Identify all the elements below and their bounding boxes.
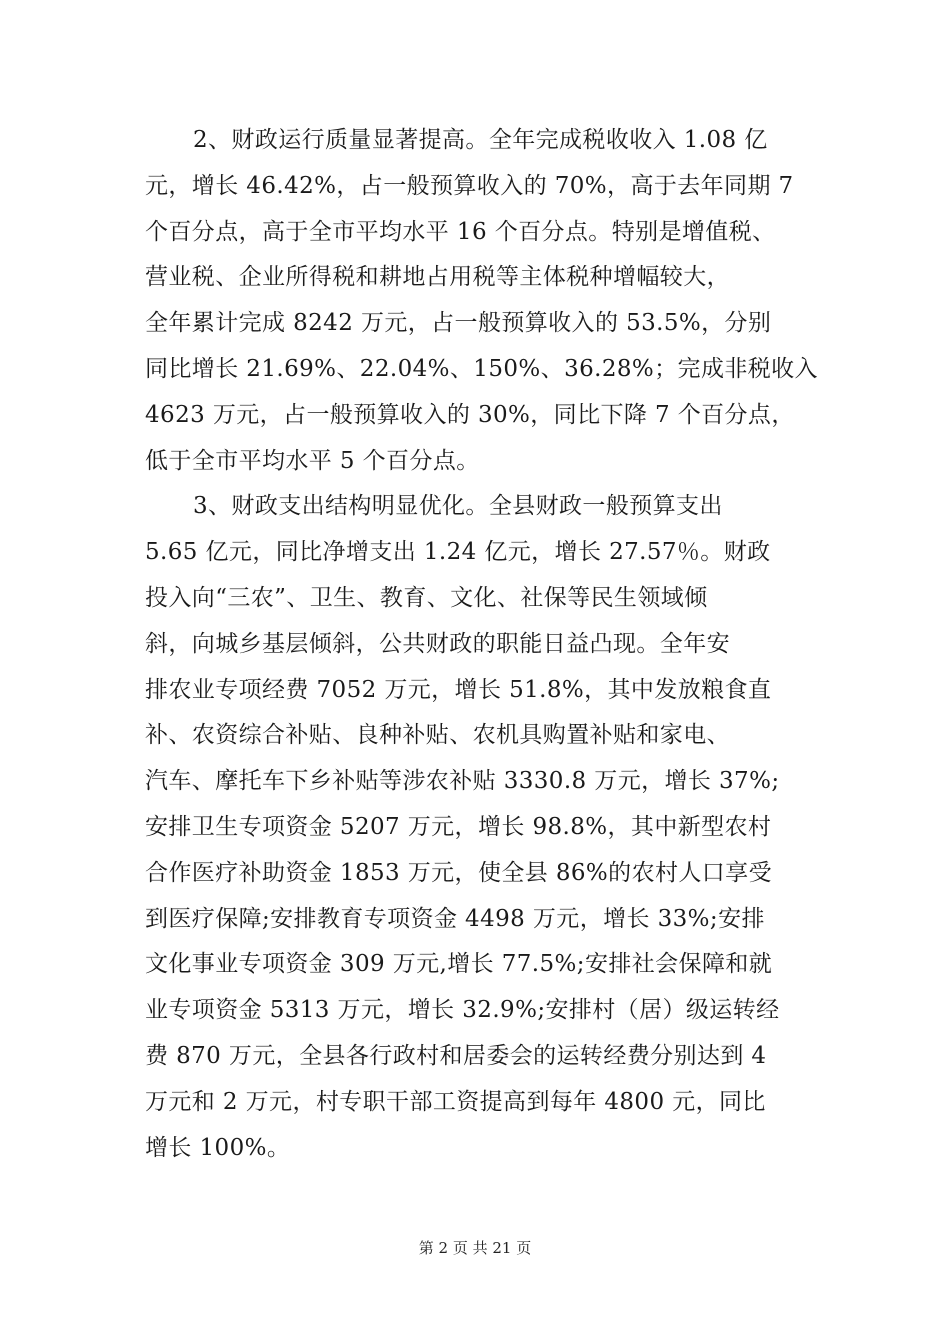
paragraph-2-line: 个百分点，高于全市平均水平 16 个百分点。特别是增值税、 xyxy=(145,218,776,245)
paragraph-3-line: 汽车、摩托车下乡补贴等涉农补贴 3330.8 万元，增长 37%; xyxy=(145,768,780,795)
paragraph-3-line: 补、农资综合补贴、良种补贴、农机具购置补贴和家电、 xyxy=(145,722,730,749)
paragraph-3-line: 费 870 万元，全县各行政村和居委会的运转经费分别达到 4 xyxy=(145,1042,767,1069)
paragraph-2-line: 同比增长 21.69%、22.04%、150%、36.28%；完成非税收入 xyxy=(145,355,818,382)
paragraph-3-line: 增长 100%。 xyxy=(145,1134,291,1161)
paragraph-3-line: 5.65 亿元，同比净增支出 1.24 亿元，增长 27.57％。财政 xyxy=(145,539,771,566)
paragraph-3-line: 文化事业专项资金 309 万元,增长 77.5%;安排社会保障和就 xyxy=(145,951,773,978)
paragraph-3-line: 安排卫生专项资金 5207 万元，增长 98.8%，其中新型农村 xyxy=(145,813,772,840)
paragraph-3-line: 3、财政支出结构明显优化。全县财政一般预算支出 xyxy=(193,493,723,520)
paragraph-3-line: 到医疗保障;安排教育专项资金 4498 万元，增长 33%;安排 xyxy=(145,905,765,932)
paragraph-2-line: 全年累计完成 8242 万元，占一般预算收入的 53.5%，分别 xyxy=(145,310,772,337)
paragraph-2-line: 元，增长 46.42%，占一般预算收入的 70%，高于去年同期 7 xyxy=(145,172,794,199)
document-body xyxy=(145,118,818,1171)
paragraph-3-line: 投入向“三农”、卫生、教育、文化、社保等民生领域倾 xyxy=(145,584,708,611)
paragraph-2-line: 低于全市平均水平 5 个百分点。 xyxy=(145,447,480,474)
paragraph-3-line: 斜，向城乡基层倾斜，公共财政的职能日益凸现。全年安 xyxy=(145,630,730,657)
paragraph-2-line: 营业税、企业所得税和耕地占用税等主体税种增幅较大， xyxy=(145,264,730,291)
paragraph-3-line: 业专项资金 5313 万元，增长 32.9%;安排村（居）级运转经 xyxy=(145,997,780,1024)
paragraph-2-line: 4623 万元，占一般预算收入的 30%，同比下降 7 个百分点， xyxy=(145,401,795,428)
paragraph-2-line: 2、财政运行质量显著提高。全年完成税收收入 1.08 亿 xyxy=(193,127,768,153)
paragraph-3-line: 排农业专项经费 7052 万元，增长 51.8%，其中发放粮食直 xyxy=(145,676,772,703)
paragraph-3-line: 合作医疗补助资金 1853 万元，使全县 86%的农村人口享受 xyxy=(145,859,772,886)
paragraph-3-line: 万元和 2 万元，村专职干部工资提高到每年 4800 元，同比 xyxy=(145,1088,766,1115)
page-footer: 第 2 页 共 21 页 xyxy=(418,1239,532,1257)
